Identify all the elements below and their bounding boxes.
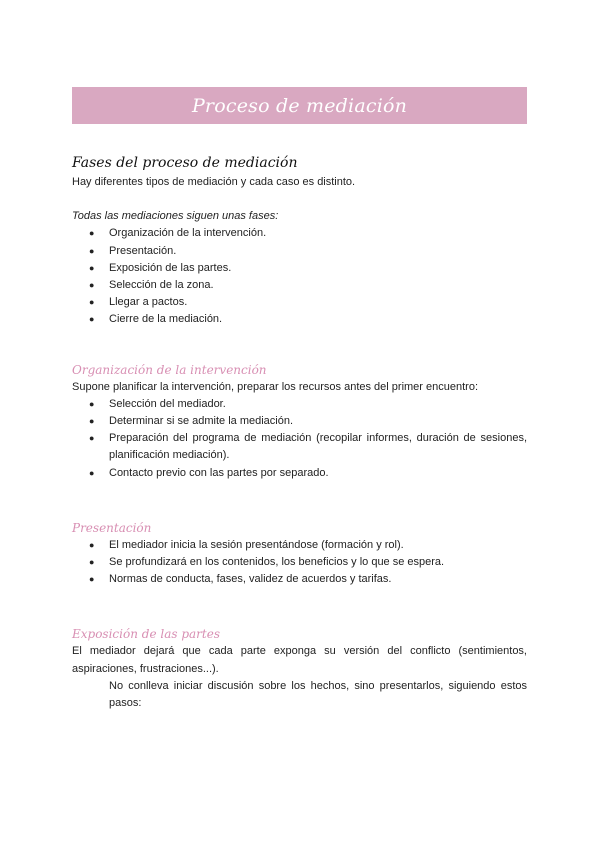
bullet-icon: ● — [89, 228, 95, 239]
spacer — [72, 588, 527, 625]
list-item: ● Selección de la zona. — [72, 277, 527, 294]
bullet-icon: ● — [89, 314, 95, 325]
list-item: ● El mediador inicia la sesión presentándose (formación y rol). — [72, 537, 527, 554]
presentacion-list — [72, 537, 527, 589]
section-heading-fases: Fases del proceso de mediación — [72, 155, 298, 171]
list-item: ● Organización de la intervención. — [72, 225, 527, 242]
list-item: ● Exposición de las partes. — [72, 260, 527, 277]
bullet-icon: ● — [89, 467, 95, 478]
list-item: ● Cierre de la mediación. — [72, 311, 527, 328]
phases-list — [72, 225, 527, 328]
list-item: ● Determinar si se admite la mediación. — [72, 413, 527, 430]
spacer — [72, 191, 527, 208]
bullet-icon: ● — [89, 433, 95, 444]
section-heading-presentacion: Presentación — [72, 520, 152, 535]
section-heading-organizacion: Organización de la intervención — [72, 362, 267, 377]
document-body — [72, 152, 527, 712]
exposicion-paragraph: El mediador dejará que cada parte exponga su versión del conflicto (sentimientos, aspiraciones, frustraciones...). — [72, 645, 527, 675]
bullet-icon: ● — [89, 262, 95, 273]
phases-intro: Todas las mediaciones siguen unas fases: — [72, 210, 279, 223]
bullet-icon: ● — [89, 539, 95, 550]
bullet-icon: ● — [89, 398, 95, 409]
list-item: ● Normas de conducta, fases, validez de acuerdos y tarifas. — [72, 571, 527, 588]
list-item: ● Se profundizará en los contenidos, los beneficios y lo que se espera. — [72, 554, 527, 571]
page-title: Proceso de mediación — [191, 94, 408, 117]
bullet-icon: ● — [89, 557, 95, 568]
list-item: ● Presentación. — [72, 243, 527, 260]
bullet-icon: ● — [89, 245, 95, 256]
intro-paragraph: Hay diferentes tipos de mediación y cada caso es distinto. — [72, 176, 356, 188]
bullet-icon: ● — [89, 297, 95, 308]
organizacion-intro: Supone planificar la intervención, preparar los recursos antes del primer encuentro: — [72, 380, 478, 393]
bullet-icon: ● — [89, 574, 95, 585]
list-item: ● Selección del mediador. — [72, 396, 527, 413]
list-item: ● Preparación del programa de mediación (recopilar informes, duración de sesiones, planificación mediación). — [89, 432, 527, 462]
title-banner — [72, 87, 527, 124]
list-item: ● Contacto previo con las partes por separado. — [72, 465, 527, 482]
spacer — [72, 482, 527, 519]
list-item: ● Llegar a pactos. — [72, 294, 527, 311]
bullet-icon: ● — [89, 280, 95, 291]
bullet-icon: ● — [89, 416, 95, 427]
organizacion-list — [72, 396, 527, 482]
spacer — [72, 329, 527, 361]
exposicion-indented-paragraph: No conlleva iniciar discusión sobre los hechos, sino presentarlos, siguiendo estos pasos: — [109, 679, 527, 710]
section-heading-exposicion: Exposición de las partes — [72, 627, 220, 642]
